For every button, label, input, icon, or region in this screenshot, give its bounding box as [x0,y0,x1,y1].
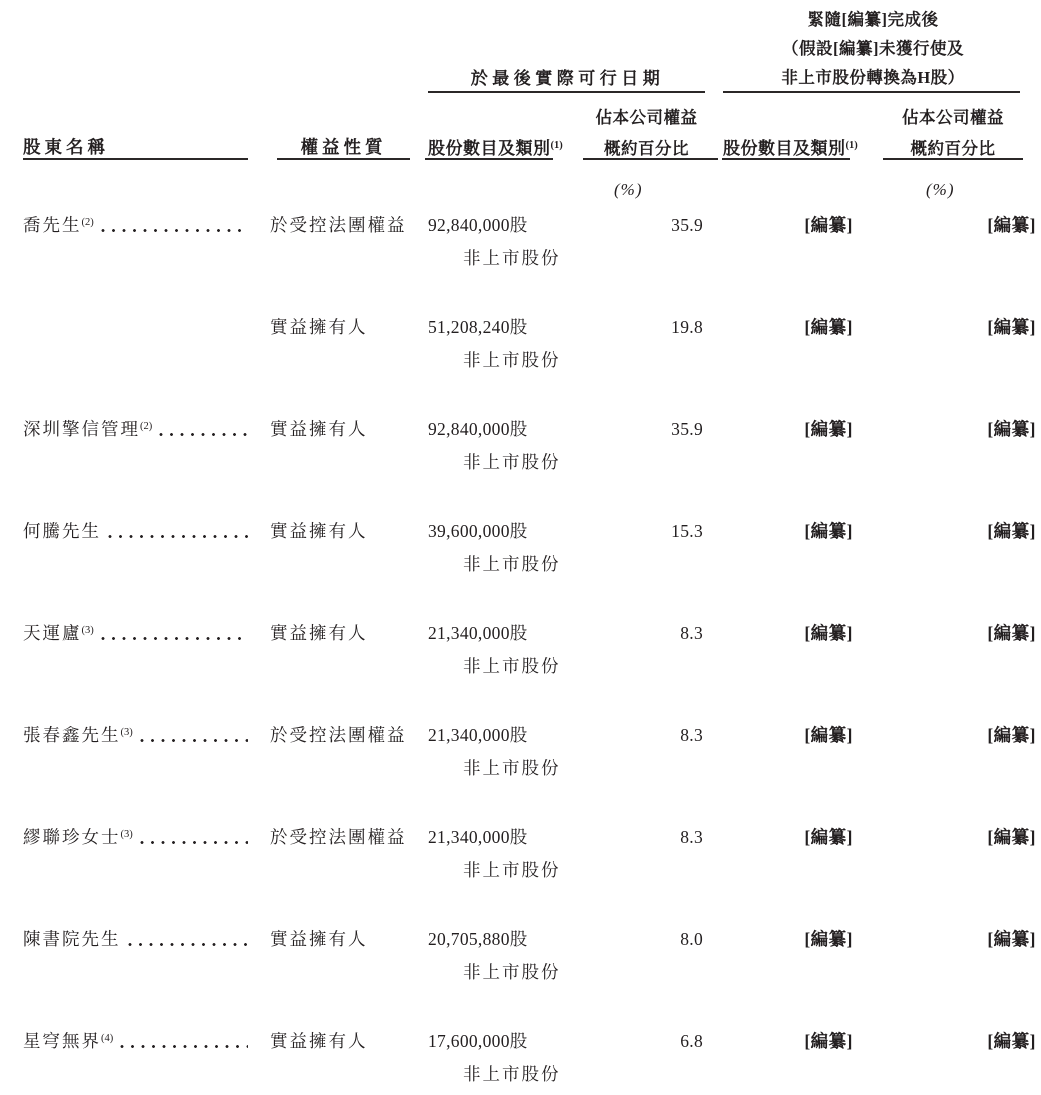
shareholder-name-cell [23,209,251,242]
pct-post-redacted: [編纂] [987,1031,1036,1051]
shareholder-name-cell [23,719,251,752]
shares-current-class: 非上市股份 [463,656,561,676]
shareholder-name-text: 天運廬 [23,623,82,643]
shares-post-redacted: [編纂] [804,215,853,235]
footnote-ref: (2) [81,217,94,228]
pct-unit-post: (%) [926,180,955,199]
shareholder-name-text: 星穹無界 [23,1031,101,1051]
shares-current-number: 21,340,000股 [428,827,528,847]
table-row [0,617,1041,719]
pct-current: 19.8 [671,317,703,337]
header-underline-nature [277,158,410,160]
table-body [0,209,1041,1095]
shares-current-class: 非上市股份 [463,962,561,982]
shares-post-redacted: [編纂] [804,317,853,337]
nature-of-interest: 於受控法團權益 [270,827,407,847]
shareholder-name-text: 陳書院先生 [23,929,121,949]
shares-current-number: 51,208,240股 [428,317,528,337]
shareholder-name-cell [23,923,251,956]
shareholder-name-cell [23,617,251,650]
group-underline-current [428,91,705,93]
pct-post-redacted: [編纂] [987,725,1036,745]
shares-current-class: 非上市股份 [463,1064,561,1084]
shares-post-redacted: [編纂] [804,419,853,439]
shareholder-name-cell [23,1025,251,1058]
dot-leader [101,636,248,641]
shareholder-name [23,413,152,446]
pct-current: 6.8 [680,1031,703,1051]
shares-post-redacted: [編纂] [804,929,853,949]
footnote-ref: (4) [101,1033,114,1044]
pct-current: 8.3 [680,623,703,643]
nature-of-interest: 實益擁有人 [270,929,368,949]
pct-current: 8.3 [680,725,703,745]
shares-post-redacted: [編纂] [804,827,853,847]
pct-post-redacted: [編纂] [987,929,1036,949]
shareholder-name-text: 何騰先生 [23,521,101,541]
dot-leader [120,1044,248,1049]
shares-current-class: 非上市股份 [463,350,561,370]
column-group-latest-practicable-date: 於最後實際可行日期 [470,69,665,88]
shares-current-number: 21,340,000股 [428,623,528,643]
header-underline-shareholder [23,158,248,160]
column-header-shareholder: 股東名稱 [23,137,109,157]
pct-post-redacted: [編纂] [987,419,1036,439]
pct-header-line1: 佔本公司權益 [595,108,698,127]
shares-current-class: 非上市股份 [463,860,561,880]
table-row [0,821,1041,923]
shareholder-name-text: 張春鑫先生 [23,725,121,745]
dot-leader [159,432,248,437]
pct-current: 8.0 [680,929,703,949]
shareholder-name [23,209,94,242]
table-row [0,311,1041,413]
nature-of-interest: 實益擁有人 [270,1031,368,1051]
footnote-ref: (3) [120,727,133,738]
pct-header-line2: 概約百分比 [604,139,689,158]
pct-unit-current: (%) [614,180,643,199]
pct-header-line2: 概約百分比 [910,139,996,158]
group-post-line2: （假設[編纂]未獲行使及 [782,39,964,58]
nature-of-interest: 實益擁有人 [270,521,368,541]
shares-current-class: 非上市股份 [463,554,561,574]
shares-current-number: 92,840,000股 [428,215,528,235]
header-underline-pct-current [583,158,718,160]
shares-current-class: 非上市股份 [463,758,561,778]
shares-current-number: 39,600,000股 [428,521,528,541]
dot-leader [108,534,248,539]
pct-current: 8.3 [680,827,703,847]
header-underline-shares-current [425,158,553,160]
table-row [0,923,1041,1025]
nature-of-interest: 於受控法團權益 [270,215,407,235]
column-header-shares-current [428,134,563,159]
column-header-nature: 權益性質 [300,137,387,157]
shares-post-redacted: [編纂] [804,725,853,745]
shares-post-redacted: [編纂] [804,623,853,643]
column-header-pct-current [575,102,718,164]
group-post-line1: 緊隨[編纂]完成後 [807,10,939,29]
shareholder-name [23,515,101,548]
dot-leader [140,840,248,845]
table-row [0,209,1041,311]
shares-current-class: 非上市股份 [463,248,561,268]
footnote-ref: (3) [120,829,133,840]
nature-of-interest: 實益擁有人 [270,419,368,439]
header-underline-shares-post [722,158,850,160]
nature-of-interest: 實益擁有人 [270,317,368,337]
shareholder-name [23,1025,113,1058]
shareholder-name-text: 繆聯珍女士 [23,827,121,847]
nature-of-interest: 於受控法團權益 [270,725,407,745]
shareholder-name-cell [23,413,251,446]
pct-current: 35.9 [671,419,703,439]
footnote-ref-1: (1) [550,140,563,151]
shareholder-name [23,821,133,854]
table-row [0,413,1041,515]
group-underline-post [723,91,1020,93]
table-row [0,515,1041,617]
column-header-shares-post [723,134,858,159]
group-post-line3: 非上市股份轉換為H股） [781,68,965,87]
nature-of-interest: 實益擁有人 [270,623,368,643]
column-group-post-offering [723,5,1023,92]
column-header-pct-post [883,102,1023,164]
dot-leader [101,228,248,233]
pct-header-line1: 佔本公司權益 [902,108,1004,127]
shareholder-name-text: 喬先生 [23,215,82,235]
pct-post-redacted: [編纂] [987,521,1036,541]
header-underline-pct-post [883,158,1023,160]
table-row [0,1025,1041,1095]
shares-header-label: 股份數目及類別 [428,139,551,158]
shareholder-name [23,719,133,752]
shares-current-number: 20,705,880股 [428,929,528,949]
shares-current-number: 21,340,000股 [428,725,528,745]
shareholder-name-text: 深圳擎信管理 [23,419,140,439]
dot-leader [128,942,249,947]
shares-post-redacted: [編纂] [804,521,853,541]
dot-leader [140,738,248,743]
pct-post-redacted: [編纂] [987,317,1036,337]
shares-post-redacted: [編纂] [804,1031,853,1051]
pct-current: 15.3 [671,521,703,541]
pct-current: 35.9 [671,215,703,235]
shares-header-label: 股份數目及類別 [723,139,846,158]
shares-current-class: 非上市股份 [463,452,561,472]
shareholder-name [23,617,94,650]
footnote-ref: (3) [81,625,94,636]
pct-post-redacted: [編纂] [987,623,1036,643]
shares-current-number: 17,600,000股 [428,1031,528,1051]
footnote-ref: (2) [140,421,153,432]
shareholder-name-cell [23,515,251,548]
footnote-ref-1: (1) [845,140,858,151]
pct-post-redacted: [編纂] [987,215,1036,235]
table-row [0,719,1041,821]
shareholder-name-cell [23,821,251,854]
pct-post-redacted: [編纂] [987,827,1036,847]
shareholder-name [23,923,121,956]
shares-current-number: 92,840,000股 [428,419,528,439]
